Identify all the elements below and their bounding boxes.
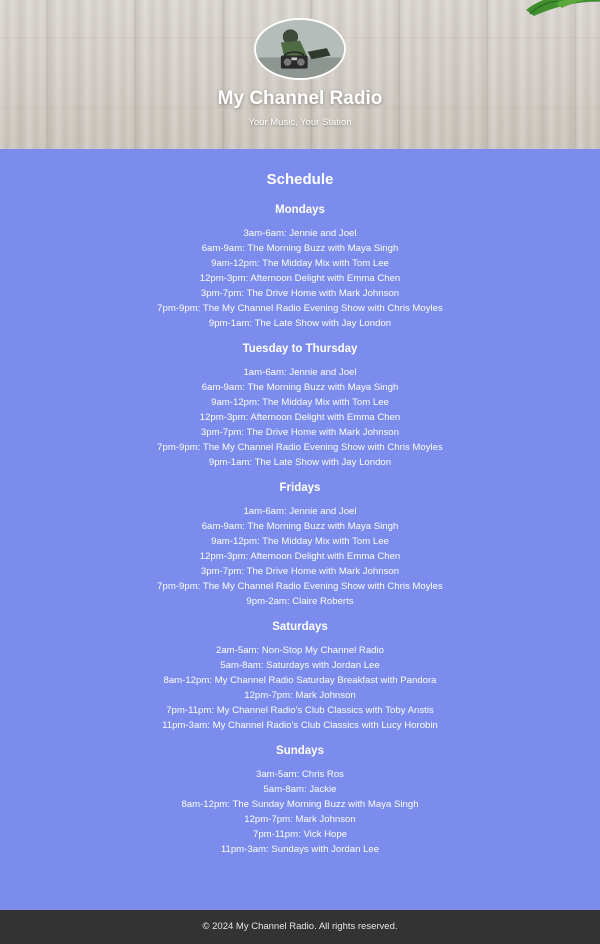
radio-listener-logo xyxy=(256,20,344,78)
day-title: Mondays xyxy=(275,204,325,216)
schedule-slot: 6am-9am: The Morning Buzz with Maya Singh xyxy=(201,243,399,254)
schedule-slot: 9pm-2am: Claire Roberts xyxy=(246,596,354,607)
site-header xyxy=(0,0,600,149)
schedule-section xyxy=(0,149,600,910)
leaf-icon xyxy=(486,0,600,32)
schedule-slot: 7pm-11pm: Vick Hope xyxy=(252,829,348,840)
schedule-slot: 9am-12pm: The Midday Mix with Tom Lee xyxy=(211,536,389,547)
station-logo[interactable] xyxy=(254,18,346,80)
schedule-slot: 6am-9am: The Morning Buzz with Maya Singh xyxy=(201,382,399,393)
schedule-slot: 2am-5am: Non-Stop My Channel Radio xyxy=(216,645,384,656)
schedule-slot: 11pm-3am: My Channel Radio's Club Classics with Lucy Horobin xyxy=(162,720,438,731)
schedule-slot: 3pm-7pm: The Drive Home with Mark Johnson xyxy=(200,566,400,577)
day-title: Sundays xyxy=(276,745,324,757)
schedule-slot: 7pm-9pm: The My Channel Radio Evening Show with Chris Moyles xyxy=(157,581,443,592)
schedule-slot: 3pm-7pm: The Drive Home with Mark Johnson xyxy=(200,427,400,438)
schedule-slot: 9am-12pm: The Midday Mix with Tom Lee xyxy=(211,397,389,408)
day-saturdays xyxy=(0,620,600,733)
schedule-slot: 3am-5am: Chris Ros xyxy=(256,769,344,780)
schedule-slot: 7pm-9pm: The My Channel Radio Evening Show with Chris Moyles xyxy=(157,442,443,453)
site-footer xyxy=(0,910,600,944)
schedule-slot: 12pm-7pm: Mark Johnson xyxy=(244,690,356,701)
schedule-title: Schedule xyxy=(266,171,334,188)
schedule-slot: 1am-6am: Jennie and Joel xyxy=(243,506,357,517)
day-title: Saturdays xyxy=(272,621,328,633)
copyright-text: © 2024 My Channel Radio. All rights reserved. xyxy=(202,921,398,932)
day-sundays xyxy=(0,744,600,857)
schedule-slot: 5am-8am: Jackie xyxy=(263,784,337,795)
day-tuesday-to-thursday xyxy=(0,342,600,470)
site-title: My Channel Radio xyxy=(217,88,383,109)
schedule-slot: 11pm-3am: Sundays with Jordan Lee xyxy=(220,844,380,855)
schedule-slot: 12pm-3pm: Afternoon Delight with Emma Chen xyxy=(199,273,401,284)
schedule-slot: 5am-8am: Saturdays with Jordan Lee xyxy=(220,660,380,671)
day-title: Fridays xyxy=(279,482,321,494)
schedule-slot: 7pm-9pm: The My Channel Radio Evening Show with Chris Moyles xyxy=(157,303,443,314)
schedule-slot: 3am-6am: Jennie and Joel xyxy=(243,228,357,239)
schedule-slot: 9am-12pm: The Midday Mix with Tom Lee xyxy=(211,258,389,269)
schedule-slot: 3pm-7pm: The Drive Home with Mark Johnson xyxy=(200,288,400,299)
schedule-slot: 6am-9am: The Morning Buzz with Maya Singh xyxy=(201,521,399,532)
schedule-slot: 9pm-1am: The Late Show with Jay London xyxy=(208,318,392,329)
schedule-slot: 1am-6am: Jennie and Joel xyxy=(243,367,357,378)
day-mondays xyxy=(0,203,600,331)
schedule-slot: 9pm-1am: The Late Show with Jay London xyxy=(208,457,392,468)
schedule-slot: 8am-12pm: The Sunday Morning Buzz with Maya Singh xyxy=(181,799,419,810)
schedule-slot: 8am-12pm: My Channel Radio Saturday Breakfast with Pandora xyxy=(163,675,437,686)
schedule-slot: 12pm-3pm: Afternoon Delight with Emma Chen xyxy=(199,412,401,423)
day-fridays xyxy=(0,481,600,609)
day-title: Tuesday to Thursday xyxy=(242,343,358,355)
schedule-slot: 7pm-11pm: My Channel Radio's Club Classics with Toby Anstis xyxy=(166,705,434,716)
schedule-slot: 12pm-3pm: Afternoon Delight with Emma Chen xyxy=(199,551,401,562)
schedule-slot: 12pm-7pm: Mark Johnson xyxy=(244,814,356,825)
site-tagline: Your Music, Your Station xyxy=(248,117,352,128)
